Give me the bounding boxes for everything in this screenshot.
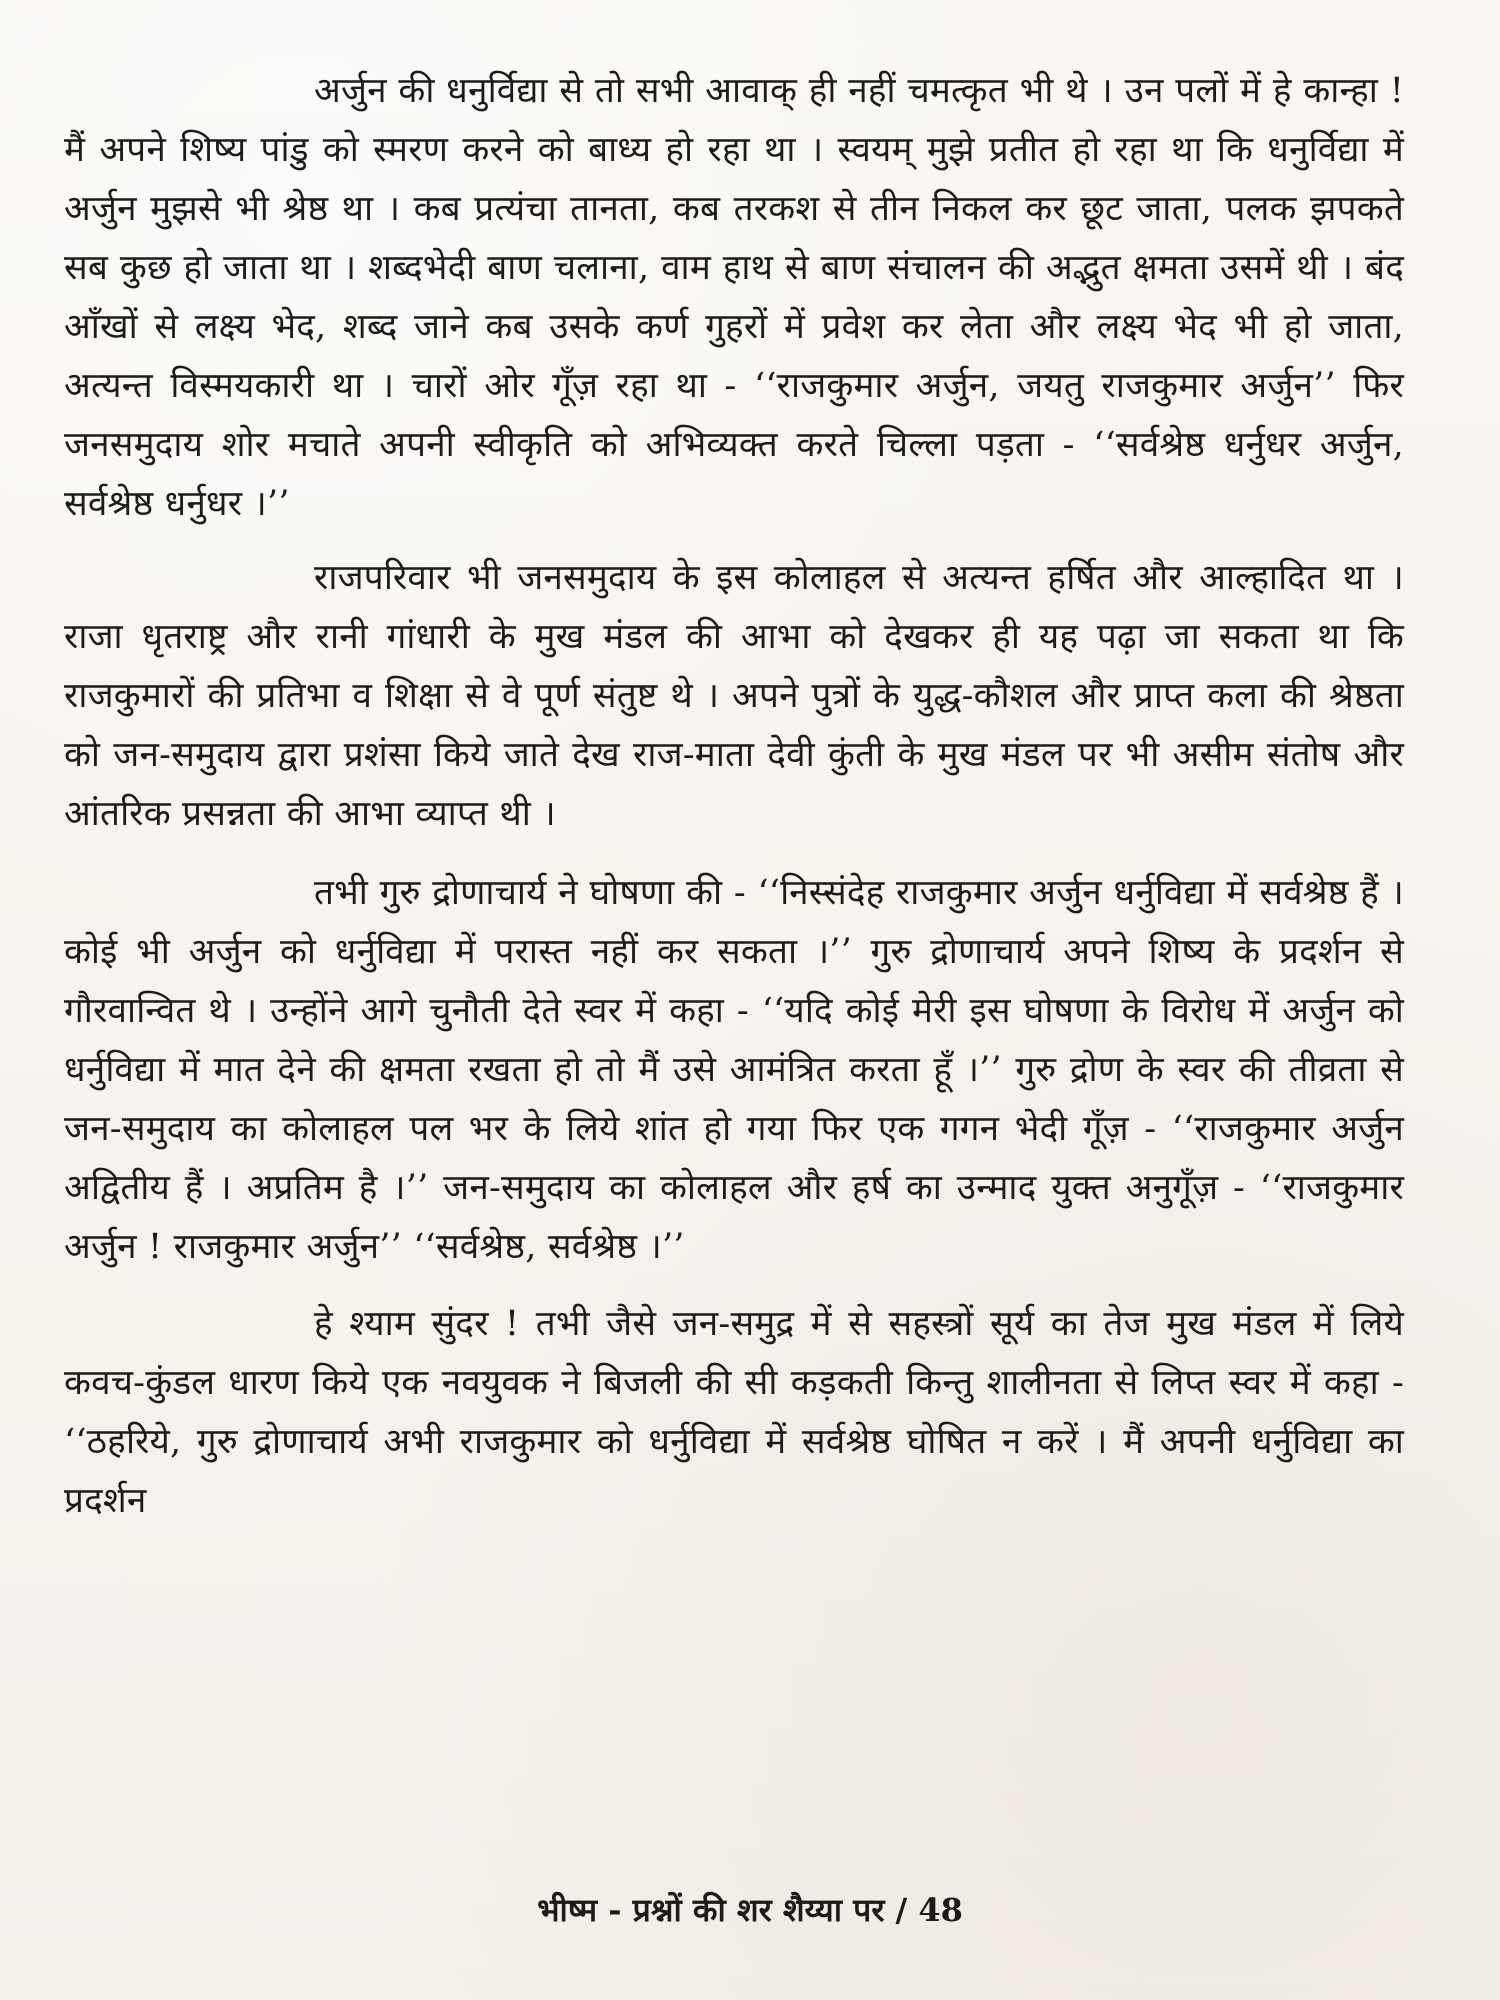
paragraph-3: तभी गुरु द्रोणाचार्य ने घोषणा की - ‘‘निस्संदेह राजकुमार अर्जुन धर्नुविद्या में सर्वश्रेष्ठ हैं । कोई भी अर्जुन को धर्नुविद्या में परास्त नहीं कर सकता ।’’ गुरु द्रोणाचार्य अपने शिष्य के प्रदर्शन से गौरवान्वित थे । उन्होंने आगे चुनौती देते स्वर में कहा - ‘‘यदि कोई मेरी इस घोषणा के विरोध में अर्जुन को धर्नुविद्या में मात देने की क्षमता रखता हो तो मैं उसे आमंत्रित करता हूँ ।’’ गुरु द्रोण के स्वर की तीव्रता से जन-समुदाय का कोलाहल पल भर के लिये शांत हो गया फिर एक गगन भेदी गूँज़ - ‘‘राजकुमार अर्जुन अद्वितीय हैं । अप्रतिम है ।’’ जन-समुदाय का कोलाहल और हर्ष का उन्माद युक्त अनुगूँज़ - ‘‘राजकुमार अर्जुन ! राजकुमार अर्जुन’’ ‘‘सर्वश्रेष्ठ, सर्वश्रेष्ठ ।’’ [64, 873, 1404, 1267]
page-footer: भीष्म - प्रश्नों की शर शैय्या पर / 48 [537, 1891, 963, 1929]
paragraph-2: राजपरिवार भी जनसमुदाय के इस कोलाहल से अत्यन्त हर्षित और आल्हादित था । राजा धृतराष्ट्र और रानी गांधारी के मुख मंडल की आभा को देखकर ही यह पढ़ा जा सकता था कि राजकुमारों की प्रतिभा व शिक्षा से वे पूर्ण संतुष्ट थे । अपने पुत्रों के युद्ध-कौशल और प्राप्त कला की श्रेष्ठता को जन-समुदाय द्वारा प्रशंसा किये जाते देख राज-माता देवी कुंती के मुख मंडल पर भी असीम संतोष और आंतरिक प्रसन्नता की आभा व्याप्त थी । [64, 558, 1404, 834]
page-text-block [64, 62, 1404, 1531]
paragraph-1: अर्जुन की धनुर्विद्या से तो सभी आवाक् ही नहीं चमत्कृत भी थे । उन पलों में हे कान्हा ! मैं अपने शिष्य पांडु को स्मरण करने को बाध्य हो रहा था । स्वयम् मुझे प्रतीत हो रहा था कि धनुर्विद्या में अर्जुन मुझसे भी श्रेष्ठ था । कब प्रत्यंचा तानता, कब तरकश से तीन निकल कर छूट जाता, पलक झपकते सब कुछ हो जाता था । शब्दभेदी बाण चलाना, वाम हाथ से बाण संचालन की अद्भुत क्षमता उसमें थी । बंद आँखों से लक्ष्य भेद, शब्द जाने कब उसके कर्ण गुहरों में प्रवेश कर लेता और लक्ष्य भेद भी हो जाता, अत्यन्त विस्मयकारी था । चारों ओर गूँज़ रहा था - ‘‘राजकुमार अर्जुन, जयतु राजकुमार अर्जुन’’ फिर जनसमुदाय शोर मचाते अपनी स्वीकृति को अभिव्यक्त करते चिल्ला पड़ता - ‘‘सर्वश्रेष्ठ धर्नुधर अर्जुन, सर्वश्रेष्ठ धर्नुधर ।’’ [64, 71, 1404, 524]
paragraph-4: हे श्याम सुंदर ! तभी जैसे जन-समुद्र में से सहस्त्रों सूर्य का तेज मुख मंडल में लिये कवच-कुंडल धारण किये एक नवयुवक ने बिजली की सी कड़कती किन्तु शालीनता से लिप्त स्वर में कहा - ‘‘ठहरिये, गुरु द्रोणाचार्य अभी राजकुमार को धर्नुविद्या में सर्वश्रेष्ठ घोषित न करें । मैं अपनी धर्नुविद्या का प्रदर्शन [64, 1304, 1404, 1521]
